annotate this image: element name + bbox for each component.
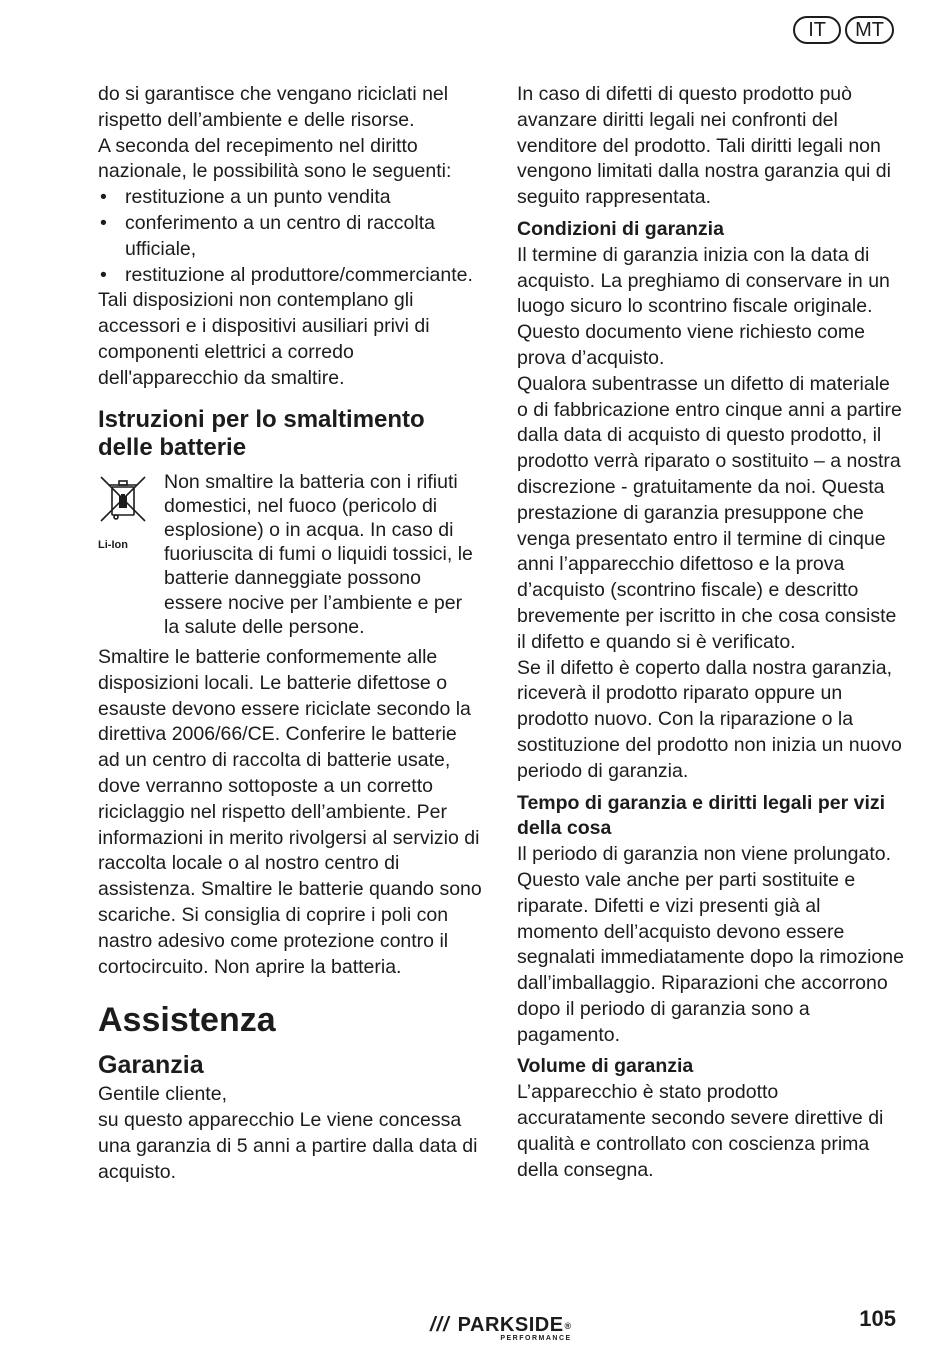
paragraph-conditions-2: Qualora subentrasse un difetto di materiale o di fabbricazione entro cinque anni a partire dalla data di acquisto di questo prodotto, il prodotto verrà riparato o sostituito – a nostra discrezione - gratuitamente da noi. Questa prestazione di garanzia presuppone che venga presentato entro il termine di cinque anni l’apparecchio difettoso e la prova d’acquisto (scontrino fiscale) e descritto brevemente per iscritto in che cosa consiste il difetto e quando si è verificato. [517,372,902,653]
paragraph-legal-rights: In caso di difetti di questo prodotto può avanzare diritti legali nei confronti del venditore del prodotto. Tali diritti legali non vengono limitati dalla nostra garanzia qui di seguito rappresentata. [517,83,891,209]
paragraph-conditions-3: Se il difetto è coperto dalla nostra garanzia, riceverà il prodotto riparato oppure un prodotto nuovo. Con la riparazione o la sostituzione del prodotto non inizia un nuovo periodo di garanzia. [517,656,902,782]
disposal-options-list [98,185,482,288]
brand-subtitle: PERFORMANCE [500,1335,572,1342]
paragraph-conditions-1: Il termine di garanzia inizia con la data di acquisto. La preghiamo di conservare in un luogo sicuro lo scontrino fiscale originale. Questo documento viene richiesto come prova d’acquisto. [517,243,890,369]
warranty-scope-heading: Volume di garanzia [517,1055,694,1078]
paragraph-accessories: Tali disposizioni non contemplano gli accessori e i dispositivi ausiliari privi di componenti elettrici a corredo dell'apparecchio da smaltire. [98,289,430,389]
list-item: • conferimento a un centro di raccolta ufficiale, [98,211,482,263]
right-column [517,82,905,1183]
paragraph-options-intro: A seconda del recepimento nel diritto nazionale, le possibilità sono le seguenti: [98,134,452,183]
parkside-logo [430,1314,572,1342]
crossed-bin-li-ion-icon [98,470,164,552]
language-badges [793,16,894,44]
battery-disposal-heading: Istruzioni per lo smaltimento delle batterie [98,405,425,461]
garanzia-heading: Garanzia [98,1051,204,1080]
li-ion-label: Li-Ion [98,539,128,552]
paragraph-recycling: do si garantisce che vengano riciclati nel rispetto dell’ambiente e delle risorse. [98,83,449,131]
left-column [98,82,482,1186]
assistenza-heading: Assistenza [98,1001,276,1040]
battery-warning-text: Non smaltire la batteria con i rifiuti domestici, nel fuoco (pericolo di esplosione) o in acqua. In caso di fuoriuscita di fumi o liquidi tossici, le batterie danneggiate possono essere nocive per l’ambiente e per la salute delle persone. [164,470,473,638]
conditions-heading: Condizioni di garanzia [517,217,724,240]
paragraph-warranty-time: Il periodo di garanzia non viene prolungato. Questo vale anche per parti sostituite e riparate. Difetti e vizi presenti già al momento dell’acquisto devono essere segnalati immediatamente dopo la rimozione dall’imballaggio. Riparazioni che accorrono dopo il periodo di garanzia sono a pagamento. [517,843,904,1046]
language-badge-mt: MT [845,16,894,44]
brand-registered-mark: ® [564,1320,572,1331]
battery-warning-block [98,470,482,639]
brand-name: PARKSIDE [457,1314,564,1336]
paragraph-warranty-scope: L’apparecchio è stato prodotto accuratamente secondo severe direttive di qualità e controllato con coscienza prima della consegna. [517,1081,884,1181]
warranty-time-heading: Tempo di garanzia e diritti legali per vizi della cosa [517,791,886,840]
paragraph-battery-disposal: Smaltire le batterie conformemente alle disposizioni locali. Le batterie difettose o esauste devono essere riciclate secondo la direttiva 2006/66/CE. Conferire le batterie ad un centro di raccolta di batterie usate, dove verranno sottoposte a un corretto riciclaggio nel rispetto dell’ambiente. Per informazioni in merito rivolgersi al servizio di raccolta locale o al nostro centro di assistenza. Smaltire le batterie quando sono scariche. Si consiglia di coprire i poli con nastro adesivo come protezione contro il cortocircuito. Non aprire la batteria. [98,645,482,978]
language-badge-it: IT [793,16,841,44]
logo-slashes: /// [430,1314,450,1336]
garanzia-text: su questo apparecchio Le viene concessa una garanzia di 5 anni a partire dalla data di acquisto. [98,1109,478,1183]
page-number: 105 [859,1306,896,1331]
list-item: • restituzione a un punto vendita [98,185,482,211]
garanzia-greeting: Gentile cliente, [98,1083,227,1106]
list-item: • restituzione al produttore/commerciante. [98,263,482,289]
